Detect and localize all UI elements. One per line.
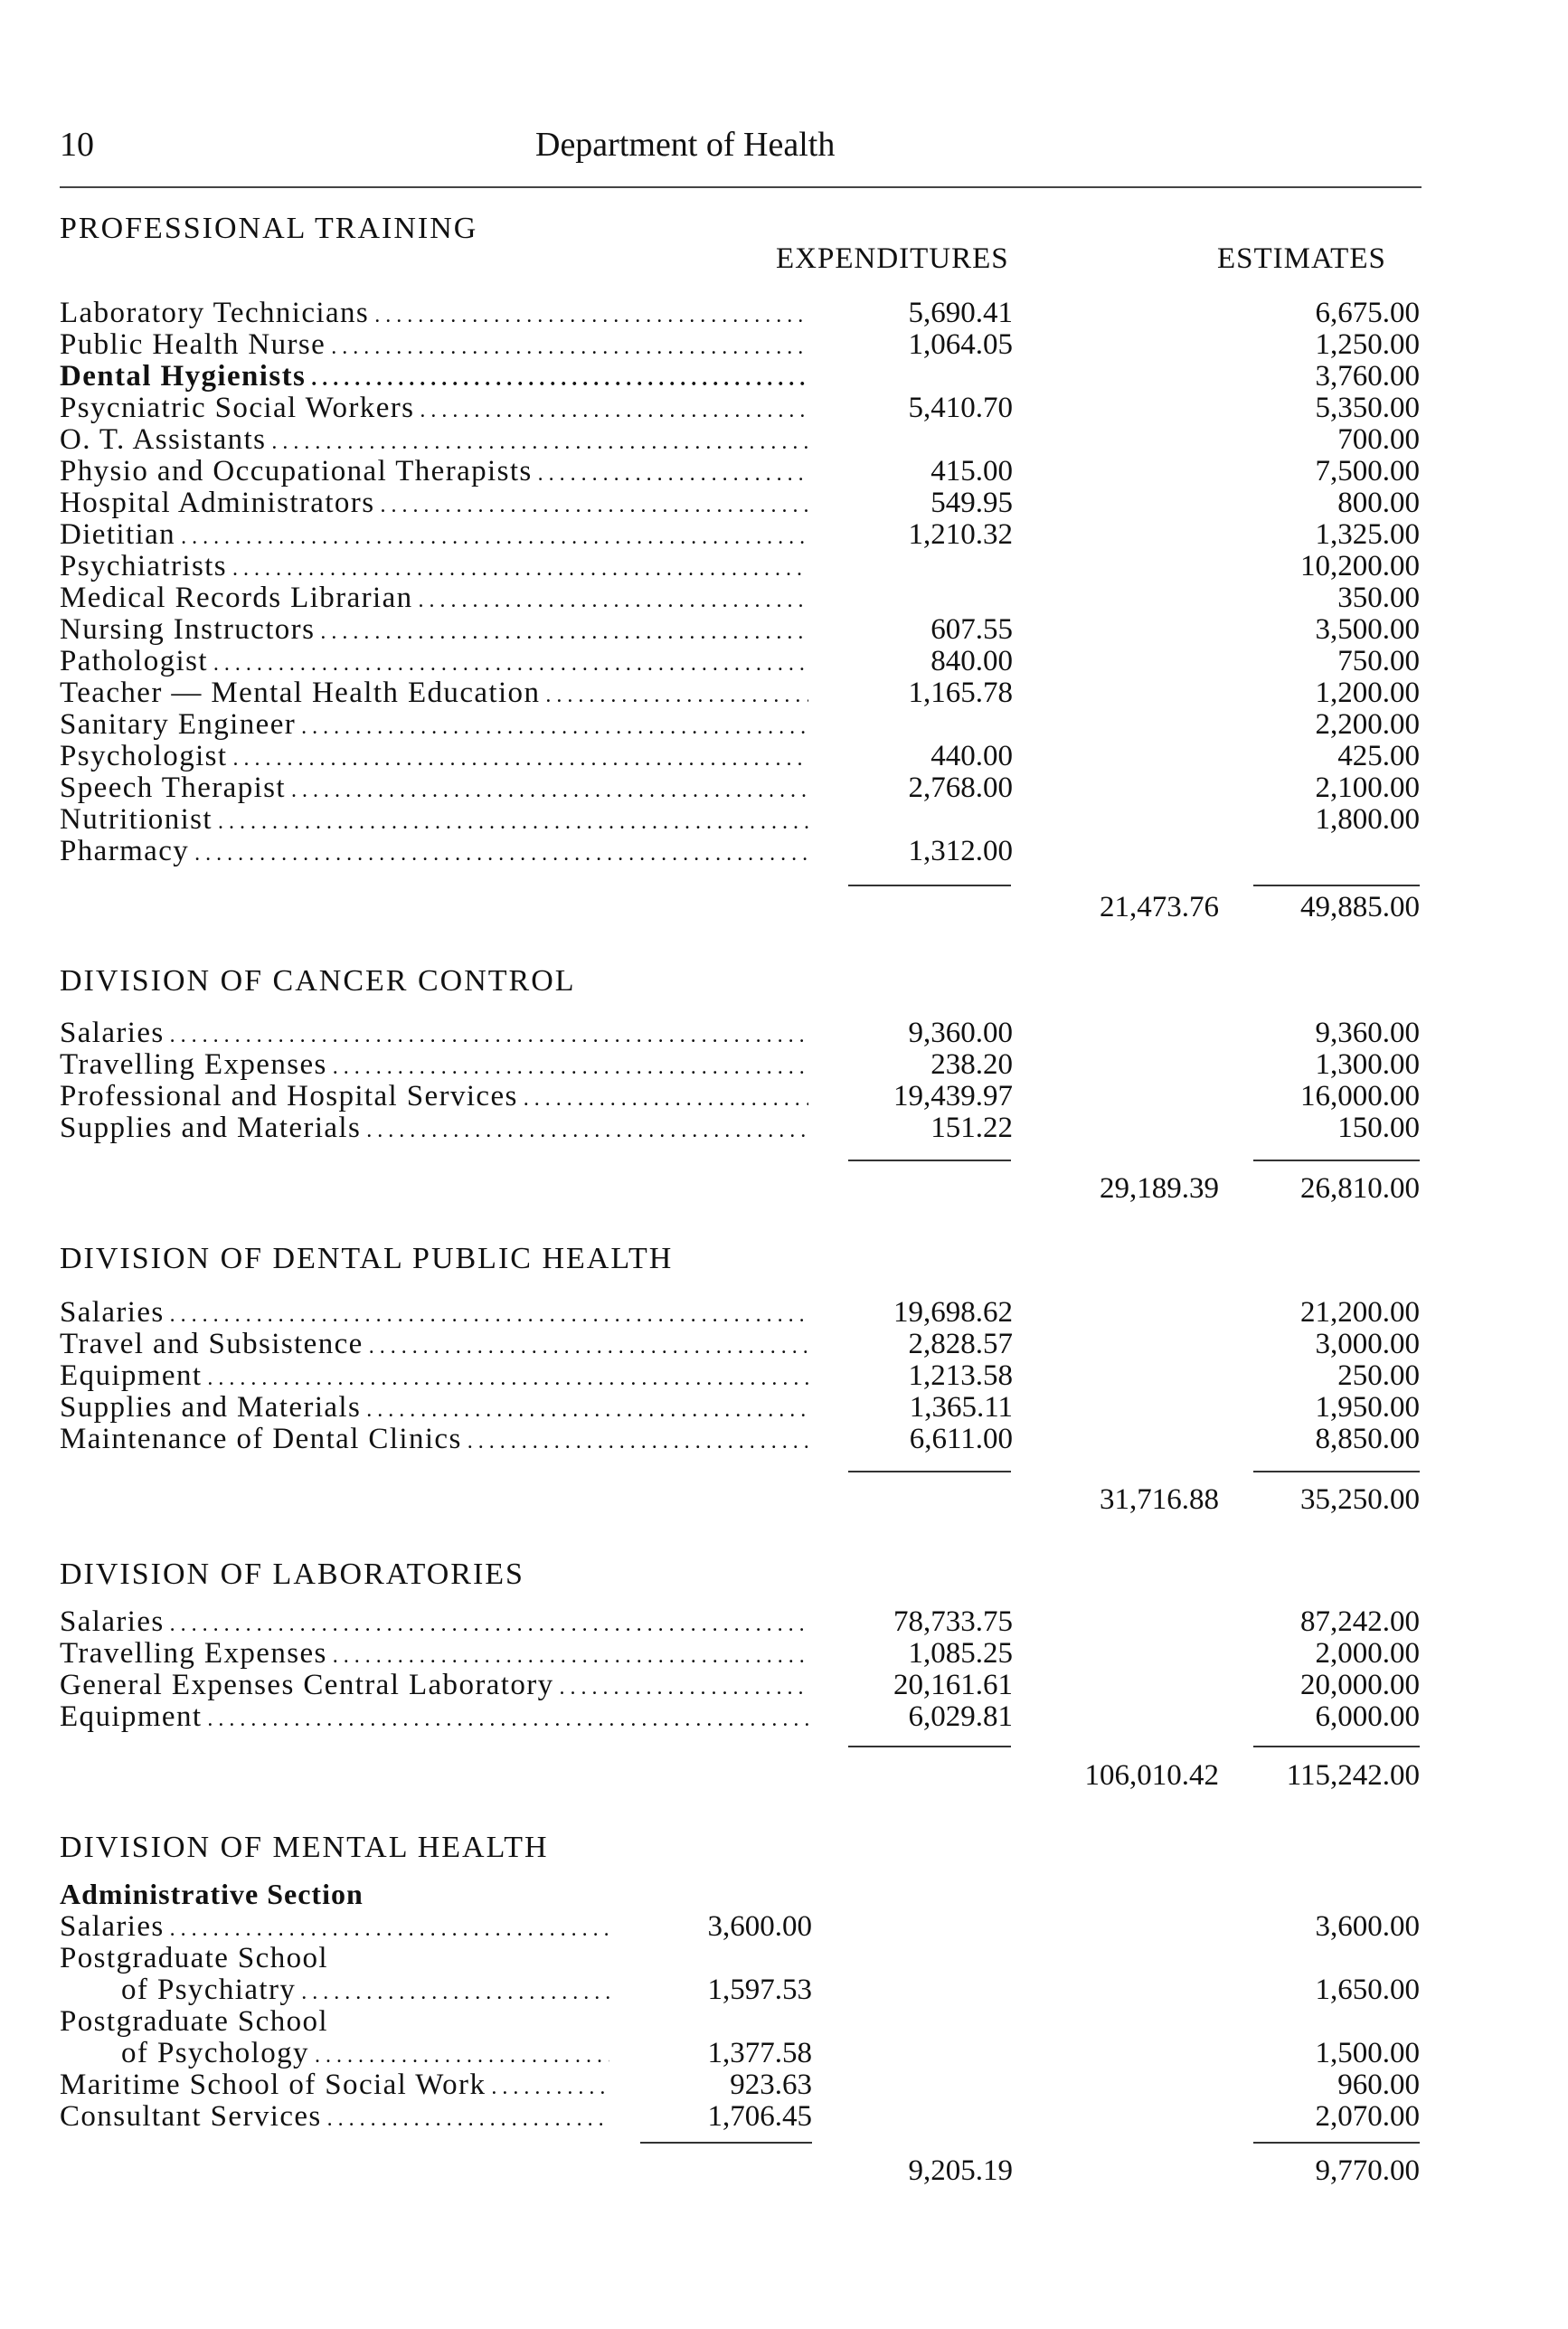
table-row xyxy=(0,677,1568,708)
expenditure-value: 78,733.75 xyxy=(893,1605,1013,1638)
expenditure-value: 440.00 xyxy=(930,740,1013,772)
expenditure-value: 923.63 xyxy=(730,2069,812,2101)
total-expenditures: 106,010.42 xyxy=(1084,1759,1219,1792)
total-rule xyxy=(1253,2142,1420,2144)
estimate-value: 1,250.00 xyxy=(1315,328,1420,361)
table-row xyxy=(0,1328,1568,1359)
table-row xyxy=(0,1017,1568,1048)
table-row xyxy=(0,297,1568,328)
estimate-value: 2,100.00 xyxy=(1315,772,1420,804)
table-row xyxy=(0,360,1568,392)
estimate-value: 750.00 xyxy=(1337,645,1420,677)
expenditure-value: 1,365.11 xyxy=(909,1391,1013,1424)
estimate-value: 87,242.00 xyxy=(1300,1605,1420,1638)
row-label: General Expenses Central Laboratory . . . xyxy=(60,1669,808,1702)
table-row xyxy=(0,740,1568,772)
row-label: Salaries . . . xyxy=(60,1605,808,1639)
total-estimates: 9,770.00 xyxy=(1315,2154,1420,2187)
estimate-value: 150.00 xyxy=(1337,1112,1420,1144)
row-label: Travel and Subsistence . . . xyxy=(60,1328,808,1361)
estimate-value: 1,325.00 xyxy=(1315,518,1420,551)
estimate-value: 1,200.00 xyxy=(1315,677,1420,709)
row-label: O. T. Assistants . . . xyxy=(60,423,808,457)
expenditure-value: 1,210.32 xyxy=(908,518,1013,551)
header-rule xyxy=(60,186,1422,188)
total-expenditures: 29,189.39 xyxy=(1100,1172,1219,1205)
expenditure-value: 1,312.00 xyxy=(908,835,1013,867)
estimate-value: 9,360.00 xyxy=(1315,1017,1420,1049)
total-estimates: 115,242.00 xyxy=(1286,1759,1420,1792)
table-row xyxy=(0,550,1568,582)
total-estimates: 49,885.00 xyxy=(1300,891,1420,923)
total-rule xyxy=(1253,1471,1420,1472)
table-row xyxy=(0,1296,1568,1328)
estimate-value: 1,500.00 xyxy=(1315,2037,1420,2069)
expenditure-value: 5,690.41 xyxy=(908,297,1013,329)
table-row xyxy=(0,1423,1568,1454)
expenditure-value: 5,410.70 xyxy=(908,392,1013,424)
expenditure-value: 238.20 xyxy=(930,1048,1013,1081)
table-row xyxy=(0,1391,1568,1423)
expenditure-value: 2,768.00 xyxy=(908,772,1013,804)
estimate-value: 10,200.00 xyxy=(1300,550,1420,582)
estimate-value: 5,350.00 xyxy=(1315,392,1420,424)
total-rule xyxy=(1253,1746,1420,1747)
total-expenditures: 9,205.19 xyxy=(908,2154,1013,2187)
table-row xyxy=(0,487,1568,518)
table-row xyxy=(0,1112,1568,1143)
estimate-value: 3,500.00 xyxy=(1315,613,1420,646)
expenditure-value: 6,029.81 xyxy=(908,1700,1013,1733)
estimate-value: 2,200.00 xyxy=(1315,708,1420,741)
row-label: Supplies and Materials . . . xyxy=(60,1391,808,1425)
estimate-value: 7,500.00 xyxy=(1315,455,1420,488)
row-label: Physio and Occupational Therapists . . . xyxy=(60,455,808,488)
row-label: Psycniatric Social Workers . . . xyxy=(60,392,808,425)
expenditure-value: 1,064.05 xyxy=(908,328,1013,361)
table-row xyxy=(0,1637,1568,1669)
column-header-expenditures: EXPENDITURES xyxy=(776,242,1009,275)
table-row xyxy=(0,772,1568,803)
total-rule xyxy=(1253,885,1420,886)
row-label: Supplies and Materials . . . xyxy=(60,1112,808,1145)
table-row xyxy=(0,1605,1568,1637)
row-label: Postgraduate School xyxy=(60,1942,328,1974)
subsection-title-administrative: Administrative Section xyxy=(60,1878,364,1910)
table-row xyxy=(0,708,1568,740)
row-label: Laboratory Technicians . . . xyxy=(60,297,808,330)
row-label: Nutritionist . . . xyxy=(60,803,808,837)
row-label: Postgraduate School xyxy=(60,2005,328,2038)
total-estimates: 35,250.00 xyxy=(1300,1483,1420,1516)
row-label: Pharmacy . . . xyxy=(60,835,808,868)
section-title-professional-training: PROFESSIONAL TRAINING xyxy=(60,212,478,245)
row-label: of Psychiatry . . . xyxy=(121,1974,609,2007)
total-expenditures: 31,716.88 xyxy=(1100,1483,1219,1516)
column-header-estimates: ESTIMATES xyxy=(1217,242,1386,275)
row-label: Medical Records Librarian . . . xyxy=(60,582,808,615)
expenditure-value: 549.95 xyxy=(930,487,1013,519)
table-row xyxy=(0,392,1568,423)
estimate-value: 3,760.00 xyxy=(1315,360,1420,393)
expenditure-value: 19,439.97 xyxy=(893,1080,1013,1112)
estimate-value: 1,800.00 xyxy=(1315,803,1420,836)
section-title-laboratories: DIVISION OF LABORATORIES xyxy=(60,1557,524,1591)
estimate-value: 3,000.00 xyxy=(1315,1328,1420,1360)
table-row xyxy=(0,1080,1568,1112)
row-label: Teacher — Mental Health Education . . . xyxy=(60,677,808,710)
expenditure-value: 1,085.25 xyxy=(908,1637,1013,1670)
expenditure-value: 3,600.00 xyxy=(707,1910,812,1943)
estimate-value: 21,200.00 xyxy=(1300,1296,1420,1329)
estimate-value: 1,650.00 xyxy=(1315,1974,1420,2006)
subtotal-rule xyxy=(640,2142,812,2144)
row-label: Pathologist . . . xyxy=(60,645,808,678)
row-label: Travelling Expenses . . . xyxy=(60,1048,808,1082)
expenditure-value: 20,161.61 xyxy=(893,1669,1013,1701)
table-row xyxy=(0,455,1568,487)
total-expenditures: 21,473.76 xyxy=(1100,891,1219,923)
page-title: Department of Health xyxy=(535,126,836,164)
expenditure-value: 1,377.58 xyxy=(707,2037,812,2069)
expenditure-value: 2,828.57 xyxy=(908,1328,1013,1360)
estimate-value: 16,000.00 xyxy=(1300,1080,1420,1112)
estimate-value: 960.00 xyxy=(1337,2069,1420,2101)
row-label: Maintenance of Dental Clinics . . . xyxy=(60,1423,808,1456)
estimate-value: 350.00 xyxy=(1337,582,1420,614)
row-label: Professional and Hospital Services . . . xyxy=(60,1080,808,1113)
expenditure-value: 19,698.62 xyxy=(893,1296,1013,1329)
table-row xyxy=(0,1942,1568,1974)
estimate-value: 8,850.00 xyxy=(1315,1423,1420,1455)
estimate-value: 2,070.00 xyxy=(1315,2100,1420,2133)
table-row xyxy=(0,423,1568,455)
row-label: Travelling Expenses . . . xyxy=(60,1637,808,1671)
subtotal-rule xyxy=(848,1471,1011,1472)
estimate-value: 6,675.00 xyxy=(1315,297,1420,329)
table-row xyxy=(0,1669,1568,1700)
row-label: Nursing Instructors . . . xyxy=(60,613,808,647)
table-row xyxy=(0,1910,1568,1942)
expenditure-value: 151.22 xyxy=(930,1112,1013,1144)
section-title-cancer-control: DIVISION OF CANCER CONTROL xyxy=(60,964,576,998)
table-row xyxy=(0,2100,1568,2132)
estimate-value: 6,000.00 xyxy=(1315,1700,1420,1733)
row-label: Dietitian . . . xyxy=(60,518,808,552)
table-row xyxy=(0,803,1568,835)
subtotal-rule xyxy=(848,885,1011,886)
page-number: 10 xyxy=(60,126,94,164)
subtotal-rule xyxy=(848,1160,1011,1161)
row-label: Salaries . . . xyxy=(60,1017,808,1050)
table-row xyxy=(0,613,1568,645)
table-row xyxy=(0,1359,1568,1391)
table-row xyxy=(0,2069,1568,2100)
table-row xyxy=(0,1974,1568,2005)
estimate-value: 3,600.00 xyxy=(1315,1910,1420,1943)
row-label: Public Health Nurse . . . xyxy=(60,328,808,362)
section-title-mental-health: DIVISION OF MENTAL HEALTH xyxy=(60,1831,549,1864)
expenditure-value: 9,360.00 xyxy=(908,1017,1013,1049)
section-title-dental-public-health: DIVISION OF DENTAL PUBLIC HEALTH xyxy=(60,1242,674,1275)
expenditure-value: 1,597.53 xyxy=(707,1974,812,2006)
row-label: Psychiatrists . . . xyxy=(60,550,808,583)
row-label: Dental Hygienists . . . xyxy=(60,360,808,393)
expenditure-value: 1,165.78 xyxy=(908,677,1013,709)
row-label: Speech Therapist . . . xyxy=(60,772,808,805)
table-row xyxy=(0,328,1568,360)
estimate-value: 800.00 xyxy=(1337,487,1420,519)
estimate-value: 1,300.00 xyxy=(1315,1048,1420,1081)
table-row xyxy=(0,645,1568,677)
row-label: Psychologist . . . xyxy=(60,740,808,773)
row-label: of Psychology . . . xyxy=(121,2037,609,2070)
estimate-value: 20,000.00 xyxy=(1300,1669,1420,1701)
row-label: Salaries . . . xyxy=(60,1296,808,1330)
estimate-value: 250.00 xyxy=(1337,1359,1420,1392)
row-label: Sanitary Engineer . . . xyxy=(60,708,808,742)
table-row xyxy=(0,2005,1568,2037)
estimate-value: 425.00 xyxy=(1337,740,1420,772)
table-row xyxy=(0,518,1568,550)
expenditure-value: 415.00 xyxy=(930,455,1013,488)
row-label: Consultant Services . . . xyxy=(60,2100,609,2134)
table-row xyxy=(0,1048,1568,1080)
table-row xyxy=(0,835,1568,866)
row-label: Salaries . . . xyxy=(60,1910,609,1944)
row-label: Equipment . . . xyxy=(60,1359,808,1393)
estimate-value: 700.00 xyxy=(1337,423,1420,456)
row-label: Equipment . . . xyxy=(60,1700,808,1734)
total-rule xyxy=(1253,1160,1420,1161)
estimate-value: 2,000.00 xyxy=(1315,1637,1420,1670)
expenditure-value: 1,213.58 xyxy=(908,1359,1013,1392)
expenditure-value: 1,706.45 xyxy=(707,2100,812,2133)
table-row xyxy=(0,1700,1568,1732)
total-estimates: 26,810.00 xyxy=(1300,1172,1420,1205)
row-label: Hospital Administrators . . . xyxy=(60,487,808,520)
subtotal-rule xyxy=(848,1746,1011,1747)
expenditure-value: 607.55 xyxy=(930,613,1013,646)
table-row xyxy=(0,582,1568,613)
estimate-value: 1,950.00 xyxy=(1315,1391,1420,1424)
table-row xyxy=(0,2037,1568,2069)
expenditure-value: 6,611.00 xyxy=(909,1423,1013,1455)
row-label: Maritime School of Social Work . . . xyxy=(60,2069,609,2102)
expenditure-value: 840.00 xyxy=(930,645,1013,677)
